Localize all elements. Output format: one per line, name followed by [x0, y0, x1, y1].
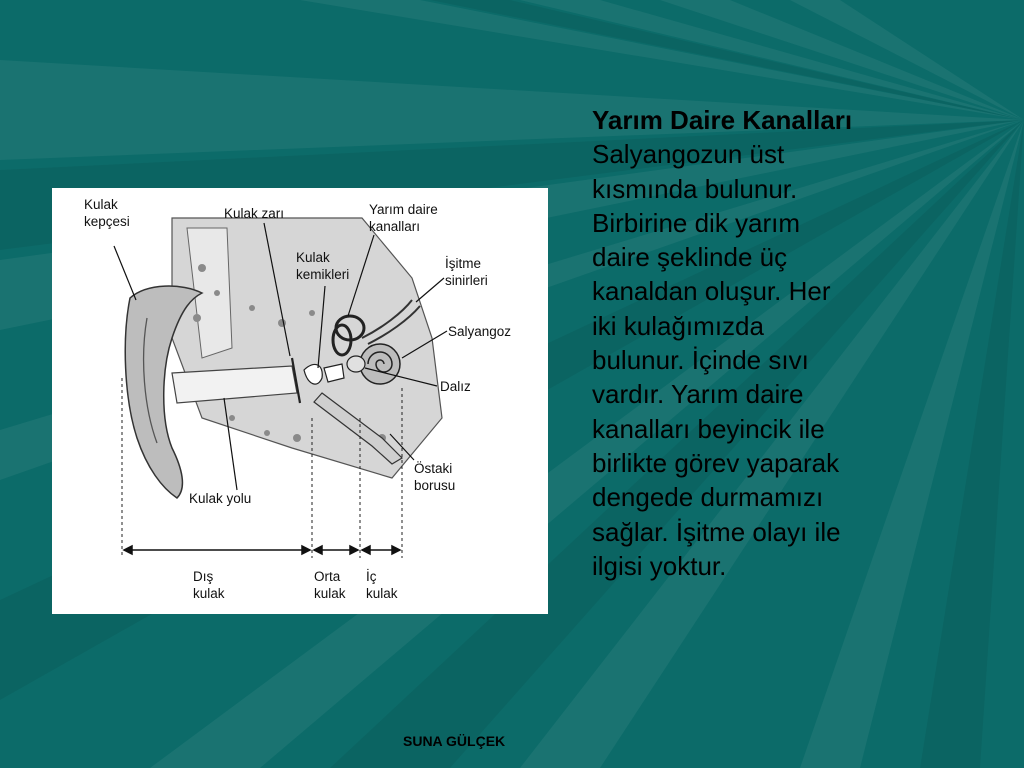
slide-text-block — [592, 103, 1002, 583]
label-line: kemikleri — [296, 267, 350, 282]
label-line: kanalları — [369, 219, 421, 234]
label-line: Kulak — [84, 197, 118, 212]
label-salyangoz — [448, 323, 511, 340]
label-kulak-zari — [224, 205, 284, 222]
body-line: kanalları beyincik ile — [592, 413, 825, 444]
label-line: Yarım daire — [369, 202, 438, 217]
body-line: ilgisi yoktur. — [592, 550, 727, 581]
label-line: Orta — [314, 569, 341, 584]
label-kulak-kepcesi — [84, 196, 130, 230]
label-kulak-yolu — [189, 490, 251, 507]
label-line: Salyangoz — [448, 324, 512, 339]
label-line: Kulak — [296, 250, 330, 265]
label-kulak-kemikleri — [296, 249, 349, 283]
label-daliz — [440, 378, 471, 395]
body-line: dengede durmamızı — [592, 482, 824, 513]
label-line: İşitme — [445, 256, 482, 271]
slide-footer-author: SUNA GÜLÇEK — [403, 733, 506, 749]
label-line: Kulak yolu — [189, 491, 252, 506]
body-line: bulunur. İçinde sıvı — [592, 345, 809, 376]
label-line: kulak — [314, 586, 346, 601]
label-line: Dış — [193, 569, 214, 584]
ear-anatomy-diagram — [52, 188, 548, 614]
label-line: sinirleri — [445, 273, 488, 288]
body-line: birlikte görev yaparak — [592, 447, 840, 478]
body-line: sağlar. İşitme olayı ile — [592, 516, 841, 547]
body-line: iki kulağımızda — [592, 310, 764, 341]
slide-title: Yarım Daire Kanalları — [592, 105, 853, 135]
label-ostaki-borusu — [414, 460, 455, 494]
body-line: daire şeklinde üç — [592, 242, 788, 273]
label-line: Dalız — [440, 379, 471, 394]
label-dis-kulak — [193, 568, 225, 602]
label-line: Kulak zarı — [224, 206, 285, 221]
label-line: İç — [366, 569, 377, 584]
label-orta-kulak — [314, 568, 346, 602]
label-line: kulak — [193, 586, 225, 601]
body-line: kısmında bulunur. — [592, 173, 798, 204]
label-yarim-daire-kanallari — [369, 201, 438, 235]
body-line: kanaldan oluşur. Her — [592, 276, 831, 307]
label-line: kulak — [366, 586, 398, 601]
body-line: vardır. Yarım daire — [592, 379, 804, 410]
label-isitme-sinirleri — [445, 255, 488, 289]
label-line: borusu — [414, 478, 456, 493]
label-line: kepçesi — [84, 214, 130, 229]
body-line: Birbirine dik yarım — [592, 207, 801, 238]
label-line: Östaki — [414, 461, 453, 476]
body-line: Salyangozun üst — [592, 139, 785, 170]
label-ic-kulak — [366, 568, 398, 602]
